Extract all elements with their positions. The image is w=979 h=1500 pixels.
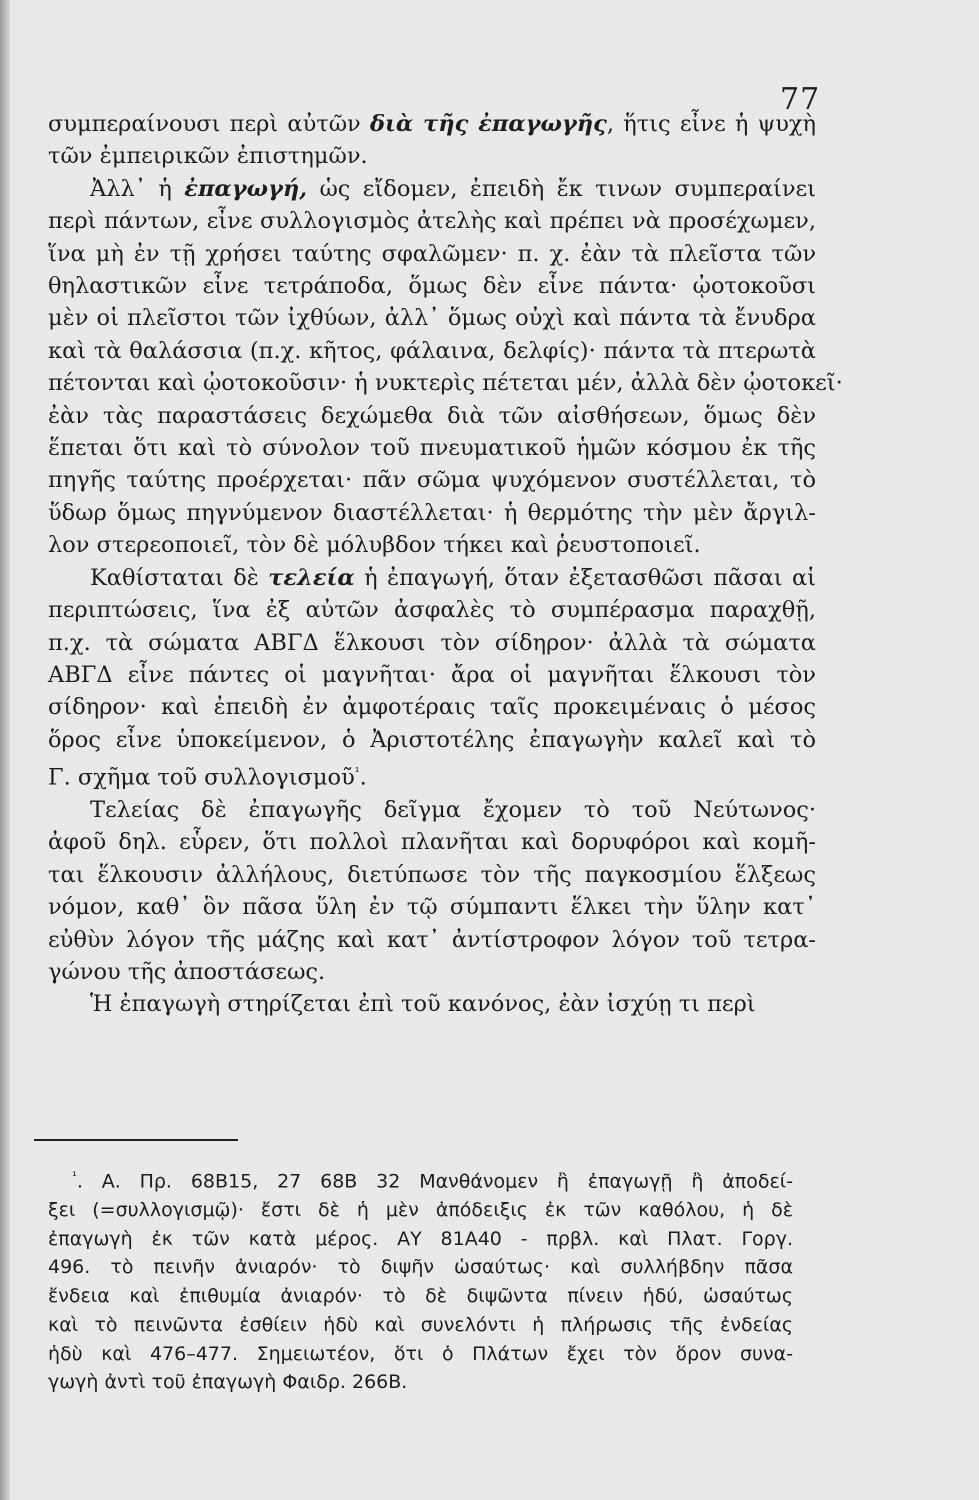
paragraph <box>48 794 816 988</box>
footnote-text: καὶ τὸ πεινῶντα ἐσθίειν ἡδὺ καὶ συνελόντι ἡ πλήρωσις τῆς ἐνδείας <box>48 1313 793 1336</box>
text-line <box>48 270 816 302</box>
text-run: π.χ. τὰ σώματα ΑΒΓΔ ἕλκουσι τὸν σίδηρον· ἀλλὰ τὰ σώματα <box>48 629 816 656</box>
footnote-line <box>48 1282 793 1311</box>
text-run: σίδηρον· καὶ ἐπειδὴ ἐν ἀμφοτέραις ταῖς προκειμέναις ὁ μέσος <box>48 694 816 721</box>
footnote-text: 496. τὸ πεινῆν ἀνιαρόν· τὸ διψῆν ὡσαύτως· καὶ συλλήβδην πᾶσα <box>48 1256 793 1279</box>
footnote-marker: ¹ <box>72 1169 77 1183</box>
text-run: νόμον, καθ᾽ ὃν πᾶσα ὕλη ἐν τῷ σύμπαντι ἕλκει τὴν ὕλην κατ᾽ <box>48 894 816 921</box>
text-line <box>48 826 816 858</box>
text-line <box>48 594 816 626</box>
paragraph <box>48 173 843 562</box>
text-line <box>48 140 816 172</box>
text-line <box>48 238 816 270</box>
text-run: Γ. σχῆμα τοῦ συλλογισμοῦ <box>48 764 355 791</box>
text-run: Καθίσταται δὲ <box>90 564 269 591</box>
text-line <box>48 302 816 334</box>
body-text <box>48 108 843 1021</box>
footnote-line <box>48 1225 793 1254</box>
text-run: ΑΒΓΔ εἶνε πάντες οἱ μαγνῆται· ἄρα οἱ μαγνῆται ἕλκουσι τὸν <box>48 661 816 688</box>
text-run: ὅρος εἶνε ὑποκείμενον, ὁ Ἀριστοτέλης ἐπαγωγὴν καλεῖ καὶ τὸ <box>48 726 816 753</box>
text-line <box>48 497 816 529</box>
text-line <box>48 432 816 464</box>
text-line <box>48 627 816 659</box>
footnote-text: ξει (=συλλογισμῷ)· ἔστι δὲ ἡ μὲν ἀπόδειξις ἐκ τῶν καθόλου, ἡ δὲ <box>48 1199 793 1222</box>
emphasized-term: διὰ τῆς ἐπαγωγῆς <box>369 111 607 137</box>
text-run: συμπεραίνουσι περὶ αὐτῶν <box>48 111 370 137</box>
text-run: ἀφοῦ δηλ. εὗρεν, ὅτι πολλοὶ πλανῆται καὶ δορυφόροι καὶ κομῆ- <box>48 829 816 856</box>
text-line <box>48 691 816 723</box>
paragraph <box>48 108 816 173</box>
text-run: πηγῆς ταύτης προέρχεται· πᾶν σῶμα ψυχόμενον συστέλλεται, τὸ <box>48 467 816 494</box>
footnote-line <box>48 1196 793 1225</box>
text-line <box>48 205 816 237</box>
footnotes <box>48 1162 793 1397</box>
paragraph <box>48 562 816 794</box>
text-line <box>48 367 843 399</box>
text-run: θηλαστικῶν εἶνε τετράποδα, ὅμως δὲν εἶνε πάντα· ᾠοτοκοῦσι <box>48 273 816 300</box>
text-line <box>48 464 816 496</box>
emphasized-term: ἐπαγωγή, <box>184 175 308 202</box>
text-run: ἵνα μὴ ἐν τῇ χρήσει ταύτης σφαλῶμεν· π. χ. ἐὰν τὰ πλεῖστα τῶν <box>48 240 816 267</box>
text-line <box>48 988 816 1020</box>
text-run: . <box>359 764 367 791</box>
text-line <box>48 859 816 891</box>
text-line <box>48 724 816 756</box>
footnote-line <box>48 1311 793 1340</box>
text-run: , ἥτις εἶνε ἡ ψυχὴ <box>606 111 817 137</box>
footnote-text: ἐπαγωγὴ ἐκ τῶν κατὰ μέρος. ΑΥ 81Α40 - πρβλ. καὶ Πλατ. Γοργ. <box>48 1227 793 1250</box>
text-run: περὶ πάντων, εἶνε συλλογισμὸς ἀτελὴς καὶ πρέπει νὰ προσέχωμεν, <box>48 208 816 235</box>
text-line <box>48 924 816 956</box>
text-line <box>48 335 816 367</box>
footnote-line <box>48 1162 793 1196</box>
footnote-line <box>48 1253 793 1282</box>
text-line <box>48 956 816 988</box>
text-run: Τελείας δὲ ἐπαγωγῆς δεῖγμα ἔχομεν τὸ τοῦ Νεύτωνος· <box>90 797 816 824</box>
text-run: Ἡ ἐπαγωγὴ στηρίζεται ἐπὶ τοῦ κανόνος, ἐὰν ἰσχύῃ τι περὶ <box>90 991 756 1018</box>
footnote-text: ἔνδεια καὶ ἐπιθυμία ἀνιαρόν· τὸ δὲ διψῶντα πίνειν ἡδύ, ὡσαύτως <box>48 1285 793 1308</box>
text-line <box>48 659 816 691</box>
page-edge <box>0 0 10 1500</box>
page-number: 77 <box>780 82 821 117</box>
footnote-line <box>48 1340 793 1369</box>
footnote-text: ἡδὺ καὶ 476–477. Σημειωτέον, ὅτι ὁ Πλάτων ἔχει τὸν ὅρον συνα- <box>48 1342 793 1365</box>
text-run: ὕδωρ ὅμως πηγνύμενον διαστέλλεται· ἡ θερμότης τὴν μὲν ἄργιλ- <box>48 499 816 526</box>
footnote-text: . Α. Πρ. 68Β15, 27 68Β 32 Μανθάνομεν ἢ ἐπαγωγῇ ἢ ἀποδεί- <box>76 1170 793 1193</box>
text-run: Ἀλλ᾽ ἡ <box>90 175 185 202</box>
emphasized-term: τελεία <box>268 564 355 591</box>
text-run: περιπτώσεις, ἵνα ἐξ αὐτῶν ἀσφαλὲς τὸ συμπέρασμα παραχθῇ, <box>48 597 816 624</box>
text-run: τῶν ἐμπειρικῶν ἐπιστημῶν. <box>48 143 368 170</box>
text-run: καὶ τὰ θαλάσσια (π.χ. κῆτος, φάλαινα, δελφίς)· πάντα τὰ πτερωτὰ <box>48 337 816 364</box>
text-line <box>48 173 816 205</box>
text-line <box>48 891 816 923</box>
paragraph <box>48 988 816 1020</box>
text-line <box>48 108 816 140</box>
text-run: γώνου τῆς ἀποστάσεως. <box>48 959 326 986</box>
footnote-rule <box>34 1139 238 1141</box>
text-line <box>48 794 816 826</box>
text-run: εὐθὺν λόγον τῆς μάζης καὶ κατ᾽ ἀντίστροφον λόγον τοῦ τετρα- <box>48 926 816 953</box>
footnote-text: γωγὴ ἀντὶ τοῦ ἐπαγωγὴ Φαιδρ. 266Β. <box>48 1371 408 1394</box>
footnote-reference: ¹ <box>354 765 360 780</box>
text-run: ἐὰν τὰς παραστάσεις δεχώμεθα διὰ τῶν αἰσθήσεων, ὅμως δὲν <box>48 402 816 429</box>
footnote-line <box>48 1368 793 1397</box>
text-line <box>48 562 816 594</box>
text-run: ἕπεται ὅτι καὶ τὸ σύνολον τοῦ πνευματικοῦ ἡμῶν κόσμου ἐκ τῆς <box>48 435 816 462</box>
text-run: πέτονται καὶ ᾠοτοκοῦσιν· ἡ νυκτερὶς πέτεται μέν, ἀλλὰ δὲν ᾠοτοκεῖ· <box>48 370 843 397</box>
text-run: μὲν οἱ πλεῖστοι τῶν ἰχθύων, ἀλλ᾽ ὅμως οὐχὶ καὶ πάντα τὰ ἔνυδρα <box>48 305 816 332</box>
text-line <box>48 756 816 794</box>
text-run: ται ἕλκουσιν ἀλλήλους, διετύπωσε τὸν τῆς παγκοσμίου ἕλξεως <box>48 861 816 888</box>
text-line <box>48 529 816 561</box>
text-run: ἡ ἐπαγωγή, ὅταν ἐξετασθῶσι πᾶσαι αἱ <box>354 564 816 591</box>
text-run: ὡς εἴδομεν, ἐπειδὴ ἔκ τινων συμπεραίνει <box>307 175 816 202</box>
text-line <box>48 400 816 432</box>
text-run: λον στερεοποιεῖ, τὸν δὲ μόλυβδον τήκει καὶ ῥευστοποιεῖ. <box>48 532 701 559</box>
